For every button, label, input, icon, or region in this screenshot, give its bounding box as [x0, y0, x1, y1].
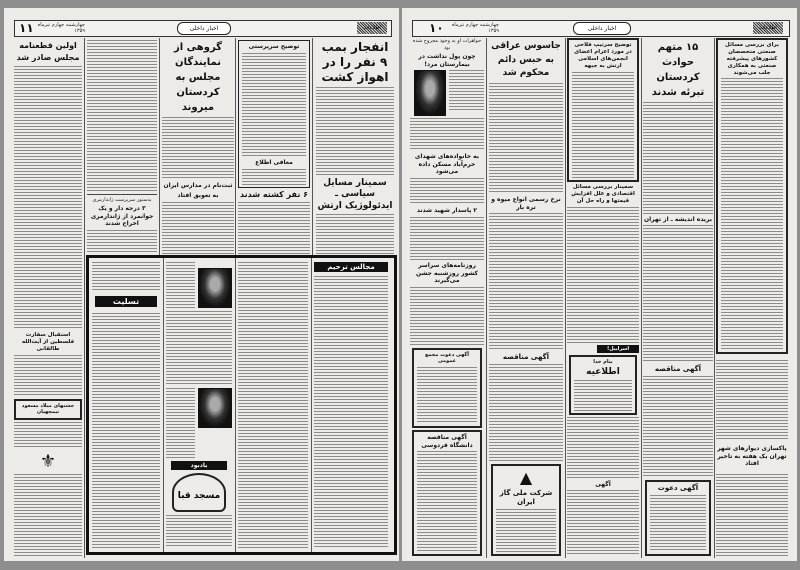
gas-company-ad — [491, 464, 561, 556]
column-rule — [565, 38, 566, 558]
column-rule — [311, 258, 312, 552]
article-text — [242, 53, 306, 158]
column-rule — [714, 38, 715, 558]
ad-text — [166, 311, 232, 385]
ad-text — [574, 380, 632, 411]
column-rule — [235, 258, 236, 552]
column — [87, 40, 157, 254]
assembly-ad — [412, 348, 482, 428]
emblem-icon: ⚜ — [39, 450, 57, 472]
portrait-photo — [198, 388, 232, 428]
article-text — [449, 70, 484, 110]
university-tender-ad — [412, 430, 482, 556]
column — [716, 38, 788, 556]
ad-title: اطلاعیه — [586, 366, 620, 377]
column-rule — [235, 38, 236, 255]
page-number: ۱۰ — [429, 21, 444, 35]
headline-newspapers: روزنامه‌های سراسر کشور روزشنبه جشن می‌گیرند — [416, 262, 478, 285]
remembrance-banner: یادبود — [171, 461, 227, 470]
article-text — [643, 102, 713, 214]
headline-gendarmerie: ۳ درجه دار و یک جوانمرد از ژاندارمری اخراج شدند — [90, 205, 154, 227]
article-text — [87, 40, 157, 192]
headline-killed: ۶ نفر کشته شدند — [239, 190, 308, 199]
ad-text — [166, 388, 195, 458]
headline-clipping: بریده اندیشه ـ از تهران — [643, 215, 713, 223]
column-rule — [159, 38, 160, 255]
celebration-box — [14, 399, 82, 420]
ad-title: آگهی — [595, 480, 611, 488]
ad-column — [314, 262, 388, 548]
page-header — [14, 20, 392, 37]
masthead-logo: اطلاعات — [753, 22, 783, 34]
article-text — [643, 225, 713, 363]
gas-company-logo-icon: ▲ — [519, 468, 533, 488]
ad-kicker: بنام خدا — [593, 358, 613, 365]
issue-date: چهارشنبه چهارم تیرماه ۱۳۵۹ — [37, 22, 85, 34]
headline-economy: سمینار بررسی مسائل اقتصادی و علل افزایش قیمتها و راه حل آن — [571, 184, 635, 204]
ad-title: شرکت ملی گاز ایران — [499, 489, 553, 506]
headline-celebration: جشنهای میلاد مسعود تیمچهیان — [21, 403, 75, 416]
clarification-box — [238, 40, 310, 188]
photo-row — [410, 70, 484, 116]
ad-text — [314, 276, 388, 548]
headline-bomb: انفجار بمب ۹ نفر را در اهواز کشت — [321, 40, 389, 84]
column-rule — [641, 38, 642, 558]
article-text — [14, 422, 82, 449]
column-rule — [312, 38, 313, 255]
mosque-name: مسجد قبا — [177, 490, 221, 501]
headline-spy: جاسوس عراقی به حبس دائم محکوم شد — [491, 41, 561, 78]
portrait-photo — [414, 70, 446, 116]
memorial-services-banner: مجالس ترحیم — [314, 262, 388, 272]
ad-title: آگهی مناقصه دانشگاه فردوسی — [421, 434, 473, 449]
masthead-logo: اطلاعات — [357, 22, 387, 34]
column-rule — [84, 38, 85, 558]
headline-clarification: توضیح سرپرستی — [248, 43, 300, 50]
kicker-gendarmerie: بدستور سرپرست ژاندارمری — [92, 196, 152, 203]
ad-title-tender: آگهی مناقصه — [502, 353, 550, 362]
ad-text — [166, 262, 195, 308]
article-text — [242, 169, 306, 186]
divider — [87, 194, 157, 195]
ad-text — [567, 490, 639, 556]
article-text — [410, 178, 484, 205]
column — [316, 40, 394, 254]
ad-title: آگهی دعوت مجمع عمومی — [424, 352, 470, 365]
ad-text — [643, 376, 713, 478]
headline-seminar: سمینار مسایل سیاسی ـ ایدئولوژیک ارتش — [317, 178, 393, 211]
condolence-banner: تسلیت — [95, 296, 157, 307]
ad-column — [238, 262, 308, 548]
experts-box — [716, 38, 788, 354]
article-text — [410, 217, 484, 260]
article-text — [316, 87, 394, 176]
article-text — [14, 474, 82, 556]
headline-kurdistan: ۱۵ متهم حوادث کردستان تبرئه شدند — [651, 42, 705, 98]
headline-palestine: استقبال سفارت فلسطین از آیت‌الله طالقانی — [21, 332, 75, 352]
article-text — [410, 287, 484, 346]
ad-text — [417, 451, 477, 552]
ad-title-tender: آگهی مناقصه — [654, 365, 702, 374]
ad-text — [489, 364, 563, 462]
ad-column — [92, 262, 160, 548]
article-text — [162, 202, 234, 254]
headline-falahi: توضیح سرتیپ فلاحی در مورد اعزام اعضای انجمن‌های اسلامی ارتش به جبهه — [574, 42, 632, 69]
photo-row — [166, 262, 232, 308]
article-text — [87, 230, 157, 255]
headline-fruit: نرخ رسمی انواع میوه و تره بار — [491, 196, 561, 211]
page-number: ۱۱ — [19, 21, 34, 35]
issue-date: چهارشنبه چهارم تیرماه ۱۳۵۹ — [451, 22, 499, 34]
headline-guards: ۲ پاسدار شهید شدند — [416, 207, 478, 215]
announcement-box — [569, 355, 637, 415]
headline-walls: پاکسازی دیوارهای شهر تهران یک هفته به تاخیر افتاد — [717, 445, 787, 467]
israel-tag: اسراییل! — [597, 345, 639, 353]
column — [567, 38, 639, 556]
falahi-box — [567, 38, 639, 182]
left-page — [4, 8, 399, 561]
section-badge: اخبار داخلی — [573, 22, 631, 35]
ad-text — [650, 495, 706, 552]
ad-column — [166, 262, 232, 548]
article-text — [489, 83, 563, 195]
ad-title: آگهی دعوت — [657, 484, 699, 493]
article-text — [721, 78, 783, 350]
ad-text — [238, 262, 308, 548]
headline-experts: برای بررسی مسائل صنعتی متخصصان کشورهای پیشرفته صنعتی به همکاری جلب می‌شوند — [725, 42, 779, 76]
ad-text — [417, 367, 477, 425]
headline-registration: ثبت‌نام در مدارس ایران به تعویق افتاد — [163, 181, 233, 199]
article-text — [238, 202, 310, 254]
portrait-photo — [198, 268, 232, 308]
column — [410, 38, 484, 556]
ad-text — [496, 509, 556, 553]
invitation-ad — [645, 480, 711, 556]
page-header — [412, 20, 790, 37]
headline-resolution: اولین قطعنامه مجلس صادر شد — [16, 41, 80, 62]
classified-ads-block — [86, 255, 397, 555]
ad-text — [92, 262, 160, 290]
article-text — [14, 355, 82, 397]
column — [489, 40, 563, 556]
column-rule — [163, 258, 164, 552]
article-text — [316, 214, 394, 254]
column — [162, 40, 234, 254]
article-text — [14, 66, 82, 330]
column — [14, 40, 82, 556]
right-page — [402, 8, 797, 561]
kicker-hospital: جواهرات او به وجود مجروح شده بود — [412, 38, 482, 51]
mosque-seal — [172, 473, 226, 512]
article-text — [716, 360, 788, 439]
article-text — [489, 213, 563, 351]
article-text — [410, 118, 484, 151]
ad-text — [92, 313, 160, 549]
headline-mps: گروهی از نمایندگان مجلس به کردستان میروند — [174, 42, 222, 113]
column-rule — [486, 38, 487, 558]
ad-text — [166, 515, 232, 549]
photo-row — [166, 388, 232, 458]
headline-notice: معافی اطلاع — [255, 159, 293, 166]
section-badge: اخبار داخلی — [177, 22, 231, 35]
article-text — [572, 72, 634, 179]
article-text — [567, 207, 639, 343]
headline-martyrs-housing: به خانواده‌های شهدای خرم‌آباد مسکن داده می‌شود — [414, 153, 480, 176]
article-text — [716, 474, 788, 557]
article-text — [567, 417, 639, 479]
column — [643, 40, 713, 556]
headline-hospital: چون پول نداشت در بیمارستان مرد! — [418, 53, 476, 68]
column — [238, 40, 310, 254]
article-text — [162, 117, 234, 179]
